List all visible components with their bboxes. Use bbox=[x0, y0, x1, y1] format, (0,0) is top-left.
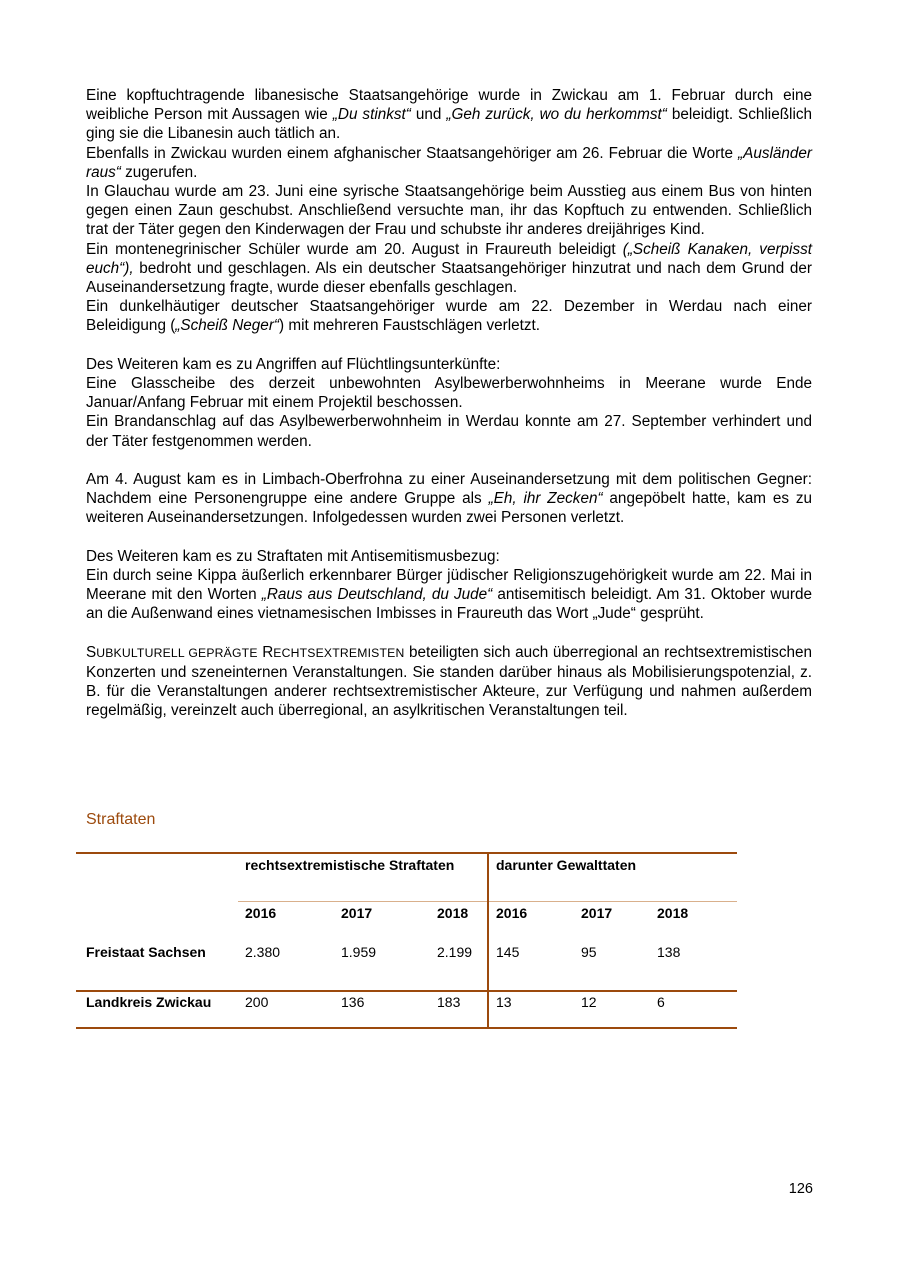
table-year-header: 2017 bbox=[341, 905, 373, 921]
paragraph-werdau bbox=[86, 297, 812, 335]
paragraph-gap bbox=[86, 451, 812, 470]
table-cell: 2.380 bbox=[238, 940, 334, 991]
text-run: Am 4. August kam es in Limbach-Oberfrohna zu einer Auseinandersetzung mit dem politischen Gegner: Nachdem eine Personengruppe eine andere Gruppe als bbox=[86, 471, 812, 508]
paragraph-werdau-brandanschlag: Ein Brandanschlag auf das Asylbewerberwohnheim in Werdau konnte am 27. September verhindert und der Täter festgenommen werden. bbox=[86, 413, 812, 450]
table-row bbox=[76, 940, 737, 991]
paragraph-antisemitismus-details bbox=[86, 566, 812, 624]
page-number: 126 bbox=[788, 1181, 813, 1197]
text-run: Ein durch seine Kippa äußerlich erkennbarer Bürger jüdischer Religionszugehörigkeit wurde am 22. Mai in Meerane mit den Worten bbox=[86, 567, 812, 604]
table-cell: 200 bbox=[238, 991, 334, 1028]
table-row bbox=[76, 991, 737, 1028]
paragraph-fluechtlingsunterkuenfte-intro: Des Weiteren kam es zu Angriffen auf Flüchtlingsunterkünfte: bbox=[86, 355, 501, 373]
text-run: ) mit mehreren Faustschlägen verletzt. bbox=[279, 317, 541, 335]
table-cell: 95 bbox=[574, 940, 650, 991]
quote: „Geh zurück, wo du herkommst“ bbox=[446, 106, 667, 124]
text-run: beleidigt. Schließlich ging sie die Libanesin auch tätlich an. bbox=[86, 106, 812, 143]
paragraph-glauchau: In Glauchau wurde am 23. Juni eine syrische Staatsangehörige beim Ausstieg aus einem Bus von hinten gegen einen Zaun geschubst. Anschließend versuchte man, ihr das Kopftuch zu entwenden. Schließlich trat der Täter gegen den Kinderwagen der Frau und schubste ihr anderes dreijähriges Kind. bbox=[86, 183, 812, 239]
quote: „Du stinkst“ bbox=[332, 106, 411, 124]
section-heading: Straftaten bbox=[86, 811, 156, 828]
table-row-label: Freistaat Sachsen bbox=[76, 940, 238, 991]
table-corner-cell bbox=[76, 853, 238, 902]
table-row-label: Landkreis Zwickau bbox=[76, 991, 238, 1028]
paragraph-fraureuth bbox=[86, 240, 812, 298]
quote: „Scheiß Neger“ bbox=[175, 317, 280, 335]
paragraph-gap bbox=[86, 336, 812, 355]
table-empty-cell bbox=[76, 902, 238, 940]
table-year-header-row bbox=[76, 902, 737, 940]
table-cell: 13 bbox=[488, 991, 574, 1028]
paragraph-antisemitismus-intro: Des Weiteren kam es zu Straftaten mit Antisemitismusbezug: bbox=[86, 547, 500, 565]
quote: „Eh, ihr Zecken“ bbox=[488, 490, 603, 508]
paragraph-limbach-oberfrohna bbox=[86, 470, 812, 528]
quote: „Ausländer raus“ bbox=[86, 144, 812, 181]
text-run: bedroht und geschlagen. Als ein deutscher Staatsangehöriger hinzutrat und nach dem Grund der Auseinandersetzung fragte, wurde dieser ebenfalls geschlagen. bbox=[86, 259, 812, 297]
paragraph-subkulturell bbox=[86, 643, 812, 721]
table-group-header: darunter Gewalttaten bbox=[488, 853, 737, 902]
paragraph-zwickau-afghane bbox=[86, 144, 812, 182]
table-year-header: 2018 bbox=[657, 905, 689, 921]
text-run: zugerufen. bbox=[120, 163, 198, 181]
text-run: beteiligten sich auch überregional an rechtsextremistischen Konzerten und szeneinternen Veranstaltungen. Sie standen darüber hinaus als Mobilisierungspotenzial, z. B. für die Veranstaltungen anderer rechtsextremistischer Akteure, zur Verfügung und nahmen außerdem regelmäßig, vereinzelt auch überregional, an asylkritischen Veranstaltungen teil. bbox=[86, 643, 812, 720]
table-year-header: 2016 bbox=[245, 905, 277, 921]
paragraph-gap bbox=[86, 528, 812, 547]
text-run: Eine kopftuchtragende libanesische Staatsangehörige wurde in Zwickau am 1. Februar durch eine weibliche Person mit Aussagen wie bbox=[86, 87, 812, 124]
quote: „Raus aus Deutschland, du Jude“ bbox=[261, 586, 493, 604]
text-run: Ebenfalls in Zwickau wurden einem afghanischer Staatsangehöriger am 26. Februar die Worte bbox=[86, 144, 739, 162]
paragraph-meerane-glasscheibe: Eine Glasscheibe des derzeit unbewohnten Asylbewerberwohnheims in Meerane wurde Ende Januar/Anfang Februar mit einem Projektil beschossen. bbox=[86, 375, 812, 412]
table-year-header: 2017 bbox=[581, 905, 613, 921]
small-caps-text: UBKULTURELL GEPRÄGTE bbox=[96, 645, 258, 660]
text-run: Ein montenegrinischer Schüler wurde am 20. August in Fraureuth beleidigt bbox=[86, 240, 623, 258]
table-group-header: rechtsextremistische Straftaten bbox=[238, 853, 488, 902]
text-run: Ein dunkelhäutiger deutscher Staatsangehöriger wurde am 22. Dezember in Werdau nach einer Beleidigung ( bbox=[86, 298, 812, 335]
table-year-header: 2016 bbox=[488, 902, 574, 940]
text-run: S bbox=[86, 643, 97, 661]
table-cell: 183 bbox=[430, 991, 488, 1028]
table-cell: 145 bbox=[488, 940, 574, 991]
table-cell: 1.959 bbox=[334, 940, 430, 991]
text-run: antisemitisch beleidigt. Am 31. Oktober wurde an die Außenwand eines vietnamesischen Imbisses in Fraureuth das Wort „Jude“ gesprüht. bbox=[86, 586, 812, 623]
text-run: R bbox=[257, 643, 274, 661]
text-run: angepöbelt hatte, kam es zu weiteren Auseinandersetzungen. Infolgedessen wurden zwei Personen verletzt. bbox=[86, 490, 812, 527]
paragraph-gap bbox=[86, 624, 812, 643]
small-caps-text: ECHTSEXTREMISTEN bbox=[273, 645, 405, 660]
table-group-header-row bbox=[76, 853, 737, 902]
paragraph-zwickau-libanesin bbox=[86, 86, 812, 144]
table-cell: 138 bbox=[650, 940, 737, 991]
table-year-header: 2018 bbox=[437, 905, 469, 921]
table-cell: 136 bbox=[334, 991, 430, 1028]
statistics-table bbox=[76, 852, 737, 1029]
table-cell: 2.199 bbox=[430, 940, 488, 991]
body-text bbox=[86, 86, 812, 721]
table-cell: 6 bbox=[650, 991, 737, 1028]
quote: („Scheiß Kanaken, verpisst euch“), bbox=[86, 240, 813, 277]
text-run: und bbox=[410, 106, 447, 124]
table-cell: 12 bbox=[574, 991, 650, 1028]
